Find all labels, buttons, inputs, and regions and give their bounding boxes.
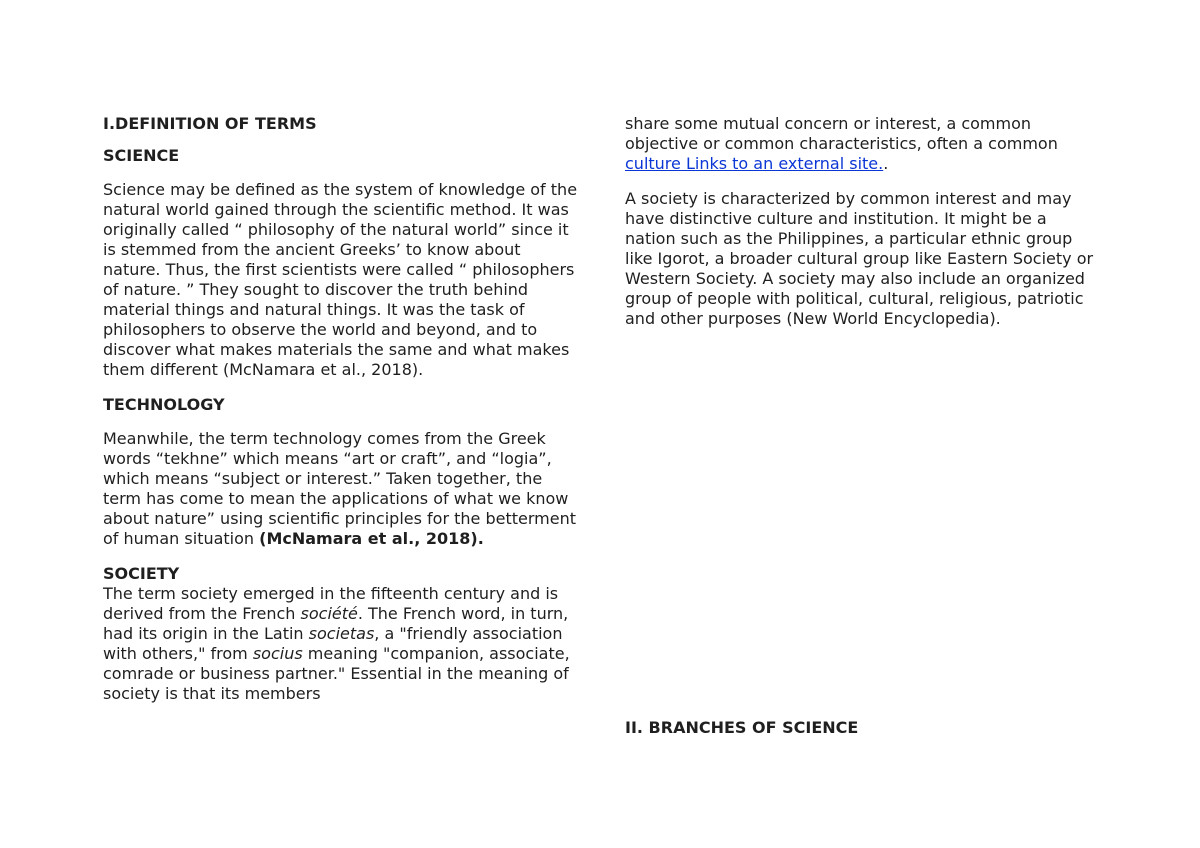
culture-external-link[interactable]: culture Links to an external site. — [625, 154, 884, 173]
heading-science: SCIENCE — [103, 146, 180, 165]
section-title-definition-of-terms: I.DEFINITION OF TERMS — [103, 114, 317, 133]
society-continuation-end: . — [883, 154, 889, 173]
paragraph-society-continued — [625, 114, 1100, 174]
society-italic-socius: socius — [252, 644, 303, 663]
heading-technology: TECHNOLOGY — [103, 395, 225, 414]
society-continuation-text: share some mutual concern or interest, a common objective or common characteristics, often a common — [625, 114, 1058, 153]
paragraph-society — [103, 584, 581, 704]
society-italic-societe: société — [300, 604, 358, 623]
society-text-1: The term society emerged in the fifteenth century and is derived from the French — [103, 584, 559, 623]
section-title-branches-of-science: II. BRANCHES OF SCIENCE — [625, 718, 859, 737]
heading-society: SOCIETY — [103, 564, 180, 583]
society-italic-societas: societas — [308, 624, 375, 643]
technology-body-text: Meanwhile, the term technology comes from the Greek words “tekhne” which means “art or craft”, and “logia”, which means “subject or interest.” Taken together, the term has come to mean the applications of what we know about nature” using scientific principles for the betterment of human situation — [103, 429, 576, 548]
paragraph-technology — [103, 429, 581, 549]
right-column — [625, 114, 1100, 329]
paragraph-science: Science may be defined as the system of knowledge of the natural world gained through the scientific method. It was originally called “ philosophy of the natural world” since it is stemmed from the ancient Greeks’ to know about nature. Thus, the first scientists were called “ philosophers of nature. ” They sought to discover the truth behind material things and natural things. It was the task of philosophers to observe the world and beyond, and to discover what makes materials the same and what makes them different (McNamara et al., 2018). — [103, 180, 578, 379]
society-text-4: meaning "companion, associate, comrade or business partner." Essential in the meaning of society is that its members — [103, 644, 570, 703]
technology-citation: (McNamara et al., 2018). — [259, 529, 484, 548]
left-column — [103, 114, 581, 704]
society-text-3: , a "friendly association with others," from — [103, 624, 563, 663]
paragraph-society-characterized: A society is characterized by common interest and may have distinctive culture and institution. It might be a nation such as the Philippines, a particular ethnic group like Igorot, a broader cultural group like Eastern Society or Western Society. A society may also include an organized group of people with political, cultural, religious, patriotic and other purposes (New World Encyclopedia). — [625, 189, 1094, 328]
society-text-2: . The French word, in turn, had its origin in the Latin — [103, 604, 569, 643]
